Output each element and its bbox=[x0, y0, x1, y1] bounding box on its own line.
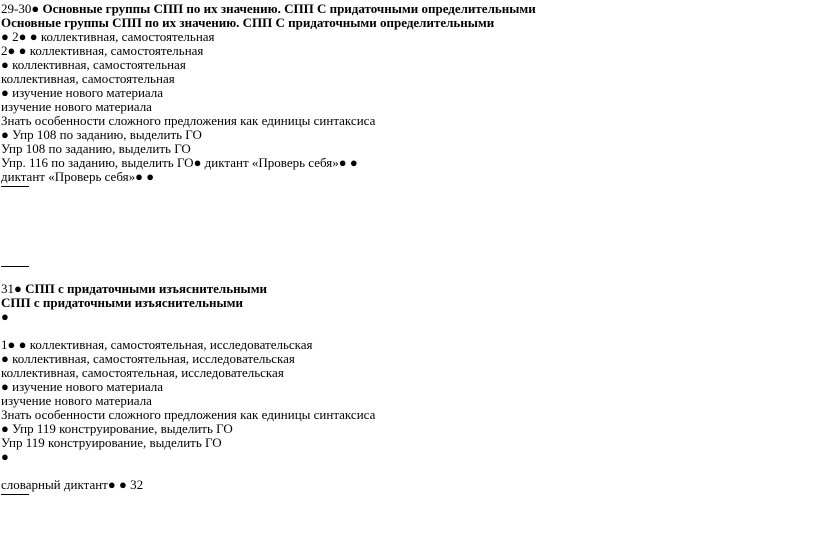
bullet-icon: ● bbox=[14, 281, 22, 296]
bullet-icon: ● bbox=[1, 351, 9, 366]
bullet-icon: ● bbox=[349, 155, 358, 170]
bullet-icon: ● bbox=[31, 1, 40, 16]
bullet-icon: ● bbox=[18, 29, 27, 44]
bullet-icon: ● bbox=[1, 421, 9, 436]
homework-row bbox=[1, 128, 202, 142]
dictation-label: словарный диктант bbox=[1, 477, 108, 492]
homework-text: Упр 119 конструирование, выделить ГО bbox=[12, 421, 233, 436]
hours-row bbox=[1, 30, 215, 44]
work-form-row: коллективная, самостоятельная bbox=[1, 71, 175, 86]
work-form: коллективная, самостоятельная, исследовательская bbox=[12, 351, 295, 366]
bullet-icon: ● bbox=[1, 127, 9, 142]
hours-row bbox=[1, 338, 313, 352]
homework-row bbox=[1, 422, 233, 436]
divider bbox=[1, 266, 29, 267]
bullet-icon: ● bbox=[18, 43, 27, 58]
work-form: коллективная, самостоятельная bbox=[40, 29, 215, 44]
lesson-number: 29-30 bbox=[1, 1, 32, 16]
divider bbox=[1, 494, 29, 495]
bullet-row bbox=[1, 310, 9, 324]
lesson-title: СПП с придаточными изъяснительными bbox=[25, 281, 268, 296]
work-form: коллективная, самостоятельная bbox=[29, 43, 204, 58]
bullet-icon: ● bbox=[193, 155, 202, 170]
bullet-icon: ● bbox=[118, 477, 127, 492]
bullet-icon: ● bbox=[7, 43, 16, 58]
work-form: коллективная, самостоятельная, исследовательская bbox=[29, 337, 313, 352]
goal-row: Знать особенности сложного предложения как единицы синтаксиса bbox=[1, 407, 376, 422]
work-form-row: коллективная, самостоятельная, исследовательская bbox=[1, 365, 284, 380]
lesson-title-repeat: СПП с придаточными изъяснительными bbox=[1, 295, 243, 310]
bullet-icon: ● bbox=[1, 85, 9, 100]
divider bbox=[1, 186, 29, 187]
hours-value: 1 bbox=[1, 337, 8, 352]
lesson-number: 32 bbox=[130, 477, 144, 492]
dictation-row bbox=[1, 170, 154, 184]
lesson-type-row bbox=[1, 380, 163, 394]
dictation-row bbox=[1, 478, 143, 492]
work-form-row bbox=[1, 352, 295, 366]
lesson-type: изучение нового материала bbox=[12, 85, 164, 100]
homework-text: Упр. 116 по заданию, выделить ГО bbox=[1, 155, 194, 170]
lesson-type-row: изучение нового материала bbox=[1, 393, 152, 408]
dictation-label: диктант bbox=[1, 169, 45, 184]
goal-row: Знать особенности сложного предложения как единицы синтаксиса bbox=[1, 113, 376, 128]
homework-dictation-row bbox=[1, 156, 358, 170]
work-form-row bbox=[1, 58, 186, 72]
hours-value: 2 bbox=[1, 43, 8, 58]
bullet-icon: ● bbox=[1, 309, 9, 324]
lesson-title: Основные группы СПП по их значению. СПП С придаточными определительными bbox=[42, 1, 536, 16]
bullet-icon: ● bbox=[1, 449, 9, 464]
bullet-icon: ● bbox=[1, 29, 9, 44]
bullet-icon: ● bbox=[107, 477, 116, 492]
bullet-icon: ● bbox=[7, 337, 16, 352]
lesson-title-repeat: Основные группы СПП по их значению. СПП С придаточными определительными bbox=[1, 15, 495, 30]
bullet-icon: ● bbox=[338, 155, 347, 170]
bullet-icon: ● bbox=[135, 169, 143, 184]
bullet-icon: ● bbox=[146, 169, 155, 184]
lesson-heading-31 bbox=[1, 282, 267, 296]
hours-value: 2 bbox=[12, 29, 19, 44]
lesson-type-row: изучение нового материала bbox=[1, 99, 152, 114]
bullet-icon: ● bbox=[1, 379, 9, 394]
lesson-number: 31 bbox=[1, 281, 14, 296]
work-form: коллективная, самостоятельная bbox=[12, 57, 186, 72]
lesson-type-row bbox=[1, 86, 163, 100]
bullet-icon: ● bbox=[29, 29, 38, 44]
homework-row: Упр 108 по заданию, выделить ГО bbox=[1, 141, 191, 156]
dictation-text: «Проверь себя» bbox=[44, 169, 136, 184]
work-form-row bbox=[1, 44, 203, 58]
lesson-heading-29-30 bbox=[1, 2, 536, 16]
bullet-icon: ● bbox=[18, 337, 27, 352]
dictation-text: диктант «Проверь себя» bbox=[201, 155, 339, 170]
lesson-type: изучение нового материала bbox=[12, 379, 164, 394]
bullet-icon: ● bbox=[1, 57, 9, 72]
homework-row: Упр 119 конструирование, выделить ГО bbox=[1, 435, 222, 450]
homework-text: Упр 108 по заданию, выделить ГО bbox=[12, 127, 202, 142]
bullet-row bbox=[1, 450, 9, 464]
